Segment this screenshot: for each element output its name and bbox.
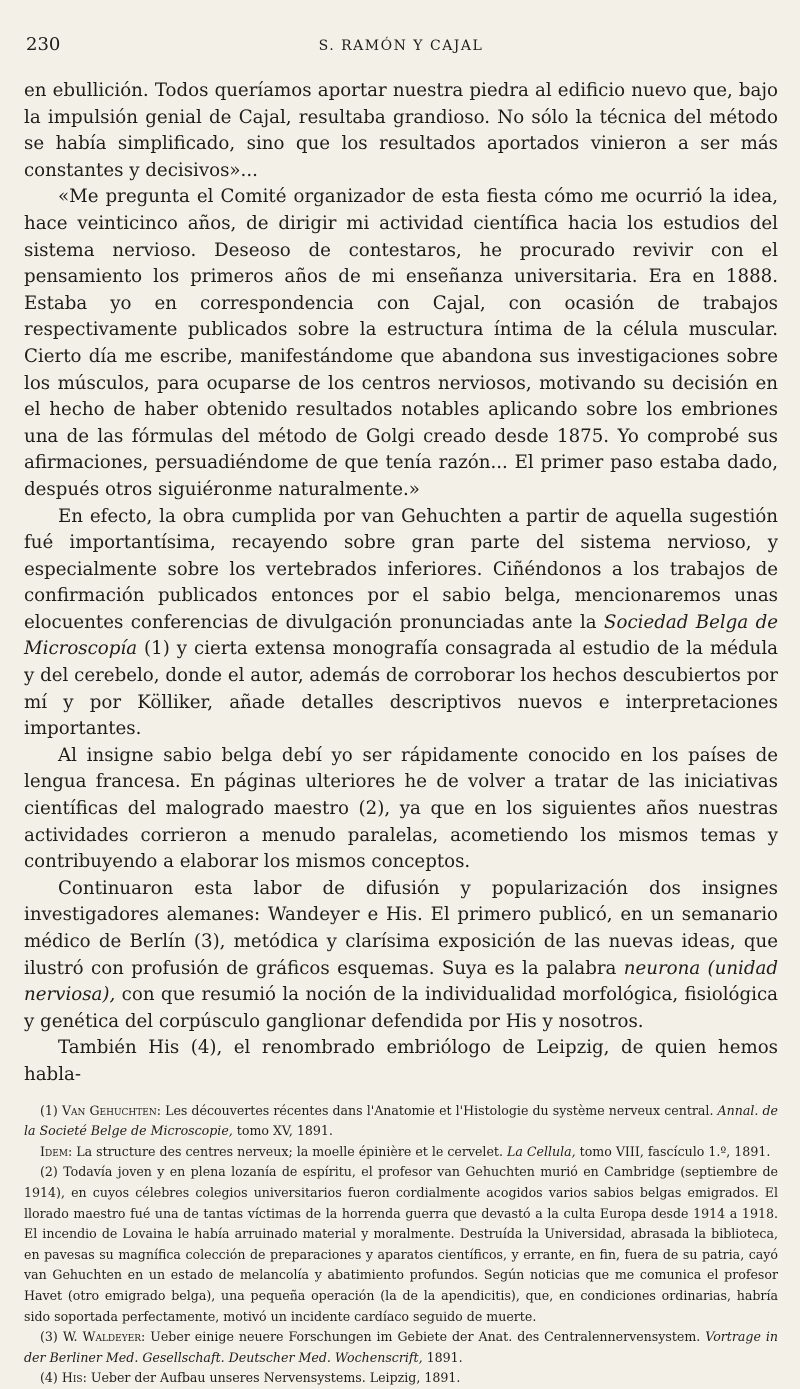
footnote-text: Todavía joven y en plena lozanía de espíritu, el profesor van Gehuchten murió en Cambridge (septiembre de 1914), en cuyos célebres colegios universitarios fueron cordialmente acogidos varios sabios belgas emigrados. El llorado maestro fué una de tantas víctimas de la horrenda guerra que devastó a la culta Europa desde 1914 a 1918. El incendio de Lovaina le había arruinado material y moralmente. Destruída la Universidad, abrasada la biblioteca, en pavesas su magnífica colección de preparaciones y aparatos científicos, y errante, en fin, fuera de su patria, cayó van Gehuchten en un estado de melancolía y abatimiento profundos. Según noticias que me comunica el profesor Havet (otro emigrado belga), una pequeña operación (la de la apendicitis), que, en condiciones ordinarias, habría sido soportada perfectamente, motivó un incidente cardíaco seguido de muerte. (24, 1164, 778, 1324)
footnote-text: tomo XV, 1891. (232, 1123, 333, 1139)
footnote-italic: Annal. de la Societé Belge de Microscopie, (24, 1102, 778, 1139)
paragraph: Al insigne sabio belga debí yo ser rápidamente conocido en los países de lengua francesa. En páginas ulteriores he de volver a tratar de las iniciativas científicas del malogrado maestro (2), ya que en los siguientes años nuestras actividades corrieron a menudo paralelas, acometiendo los mismos temas y contribuyendo a elaborar los mismos conceptos. (24, 744, 778, 873)
footnote-mark: (3) (40, 1329, 58, 1345)
main-text (24, 78, 778, 1089)
footnote (24, 1327, 778, 1368)
running-head: S. RAMÓN Y CAJAL (318, 38, 484, 54)
paragraph-text: (1) y cierta extensa monografía consagrada al estudio de la médula y del cerebelo, donde el autor, además de corroborar los hechos descubiertos por mí y por Kölliker, añade detalles descriptivos nuevos e interpretaciones importantes. (24, 638, 778, 740)
paragraph-text: Continuaron esta labor de difusión y popularización dos insignes investigadores alemanes: Wandeyer e His. El primero publicó, en un semanario médico de Berlín (3), metódica y clarísima exposición de las nuevas ideas, que ilustró con profusión de gráficos esquemas. Suya es la palabra (24, 877, 778, 979)
footnote-author: Van Gehuchten: (61, 1102, 161, 1118)
italic-title: Sociedad Belga de Microscopía (24, 611, 778, 660)
page-number: 230 (26, 34, 61, 55)
footnote (24, 1162, 778, 1327)
footnote-text: tomo VIII, fascículo 1.º, 1891. (575, 1143, 771, 1159)
footnote-text: La structure des centres nerveux; la moelle épinière et le cervelet. (76, 1143, 507, 1159)
footnote-mark: (4) (40, 1370, 58, 1386)
paragraph (24, 504, 778, 743)
footnote (24, 1142, 778, 1163)
footnote-author: His: (61, 1370, 87, 1386)
paragraph-text: En efecto, la obra cumplida por van Gehuchten a partir de aquella sugestión fué importantísima, recayendo sobre gran parte del sistema nervioso, y especialmente sobre los vertebrados inferiores. Ciñéndonos a los trabajos de confirmación publicados entonces por el sabio belga, mencionaremos unas elocuentes conferencias de divulgación pronunciadas ante la (24, 505, 778, 633)
footnote-italic: Vortrage in der Berliner Med. Gesellschaft. Deutscher Med. Wochenscrift, (24, 1329, 778, 1365)
footnote-author: W. Waldeyer: (62, 1329, 146, 1345)
footnote-text: Les découvertes récentes dans l'Anatomie et l'Histologie du système nerveux central. (165, 1102, 718, 1118)
italic-term: neurona (unidad nerviosa), (24, 957, 778, 1006)
paragraph-text: con que resumió la noción de la individualidad morfológica, fisiológica y genética del corpúsculo ganglionar defendida por His y nosotros. (24, 984, 778, 1032)
footnote-mark: (1) (40, 1102, 58, 1118)
paragraph: en ebullición. Todos queríamos aportar nuestra piedra al edificio nuevo que, bajo la impulsión genial de Cajal, resultaba grandioso. No sólo la técnica del método se había simplificado, sino que los resultados aportados vinieron a ser más constantes y decisivos»... (24, 80, 778, 181)
paragraph (24, 876, 778, 1036)
footnote (24, 1368, 778, 1389)
page-header (24, 30, 778, 64)
footnote-text: Ueber einige neuere Forschungen im Gebiete der Anat. des Centralennervensystem. (150, 1329, 706, 1345)
footnote-italic: La Cellula, (506, 1143, 576, 1159)
footnote-mark: (2) (40, 1164, 58, 1180)
footnotes (24, 1101, 778, 1389)
paragraph: También His (4), el renombrado embriólogo de Leipzig, de quien hemos habla- (24, 1037, 778, 1085)
footnote-author: Idem: (40, 1143, 73, 1159)
footnote-text: Ueber der Aufbau unseres Nervensystems. Leipzig, 1891. (90, 1370, 461, 1386)
footnote (24, 1101, 778, 1142)
footnote-text: 1891. (422, 1349, 463, 1365)
paragraph: «Me pregunta el Comité organizador de esta fiesta cómo me ocurrió la idea, hace veinticinco años, de dirigir mi actividad científica hacia los estudios del sistema nervioso. Deseoso de contestaros, he procurado revivir con el pensamiento los primeros años de mi enseñanza universitaria. Era en 1888. Estaba yo en correspondencia con Cajal, con ocasión de trabajos respectivamente publicados sobre la estructura íntima de la célula muscular. Cierto día me escribe, manifestándome que abandona sus investigaciones sobre los músculos, para ocuparse de los centros nerviosos, motivando su decisión en el hecho de haber obtenido resultados notables aplicando sobre los embriones una de las fórmulas del método de Golgi creado desde 1875. Yo comprobé sus afirmaciones, persuadiéndome de que tenía razón... El primer paso estaba dado, después otros siguiéronme naturalmente.» (24, 186, 778, 500)
